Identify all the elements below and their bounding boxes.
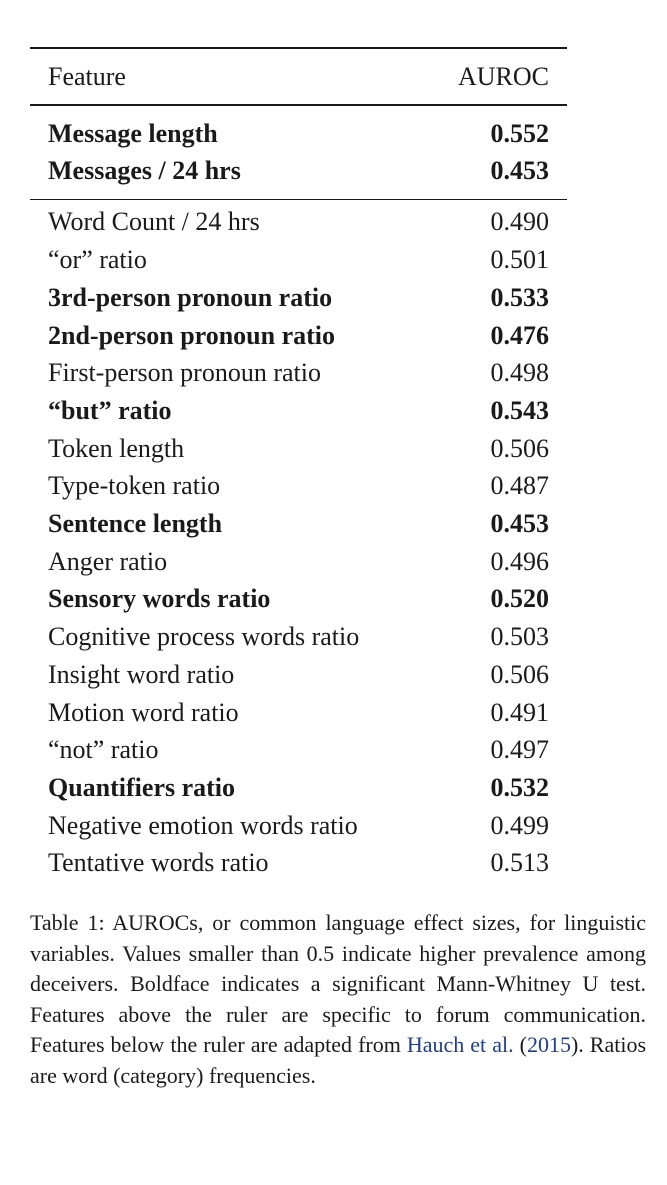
table-row [30,844,567,882]
forum-features-group [30,106,567,199]
citation-authors-link[interactable]: Hauch et al. [406,1032,514,1057]
header-feature: Feature [48,62,126,91]
feature-cell: Tentative words ratio [48,848,269,878]
table-row [30,467,567,505]
auroc-cell: 0.532 [490,772,549,802]
auroc-cell: 0.501 [490,245,549,275]
feature-cell: First-person pronoun ratio [48,358,321,388]
feature-cell: Token length [48,433,185,463]
feature-cell: Cognitive process words ratio [48,622,360,652]
feature-cell: “but” ratio [48,395,172,425]
table-row [30,279,567,317]
table-row [30,656,567,694]
table-row [30,543,567,581]
feature-cell: 3rd-person pronoun ratio [48,282,333,312]
auroc-cell: 0.491 [490,697,549,727]
table-row [30,392,567,430]
feature-cell: Message length [48,118,218,148]
auroc-cell: 0.552 [490,118,549,148]
table-row [30,317,567,355]
auroc-cell: 0.476 [490,320,549,350]
auroc-cell: 0.503 [490,622,549,652]
table-row [30,618,567,656]
header-auroc: AUROC [457,62,549,91]
table-row [30,694,567,732]
auroc-cell: 0.506 [490,659,549,689]
auroc-cell: 0.513 [490,848,549,878]
feature-cell: Negative emotion words ratio [48,810,358,840]
feature-cell: “not” ratio [48,735,159,765]
table-header-row [30,49,567,104]
table-row [30,152,567,190]
feature-cell: Insight word ratio [48,659,235,689]
table-row [30,354,567,392]
table-row [30,241,567,279]
table-row [30,115,567,153]
feature-cell: Anger ratio [48,546,168,576]
auroc-cell: 0.487 [490,471,549,501]
results-table [30,47,567,882]
auroc-cell: 0.533 [490,282,549,312]
auroc-cell: 0.543 [490,395,549,425]
feature-cell: Quantifiers ratio [48,772,236,802]
feature-cell: Word Count / 24 hrs [48,207,260,237]
citation-open-paren: ( [513,1032,527,1057]
auroc-cell: 0.520 [490,584,549,614]
table-row [30,203,567,241]
feature-cell: Messages / 24 hrs [48,156,241,186]
citation-close-paren: ). [570,1032,584,1057]
caption-text-end: Ratios are word (category) frequencies. [30,1032,647,1088]
auroc-cell: 0.497 [490,735,549,765]
feature-cell: 2nd-person pronoun ratio [48,320,336,350]
table-row [30,580,567,618]
table-row [30,430,567,468]
adapted-features-group [30,200,567,882]
auroc-cell: 0.453 [490,509,549,539]
feature-cell: Type-token ratio [48,471,221,501]
table-row [30,769,567,807]
auroc-cell: 0.506 [490,433,549,463]
table-row [30,505,567,543]
auroc-cell: 0.499 [490,810,549,840]
feature-cell: Sensory words ratio [48,584,271,614]
feature-cell: Motion word ratio [48,697,239,727]
table-row [30,731,567,769]
auroc-cell: 0.496 [490,546,549,576]
table-caption [30,908,646,1091]
auroc-cell: 0.498 [490,358,549,388]
citation-year-link[interactable]: 2015 [526,1032,571,1057]
auroc-cell: 0.453 [490,156,549,186]
feature-cell: Sentence length [48,509,223,539]
auroc-cell: 0.490 [490,207,549,237]
caption-text: Table 1: AUROCs, or common language effect sizes, for linguistic variables. Values smaller than 0.5 indicate higher prevalence among deceivers. Boldface indicates a significant Mann-Whitney U test. Features above the ruler are specific to forum communication. Features below the ruler are adapted from [30,910,646,1057]
feature-cell: “or” ratio [48,245,147,275]
table-row [30,807,567,845]
